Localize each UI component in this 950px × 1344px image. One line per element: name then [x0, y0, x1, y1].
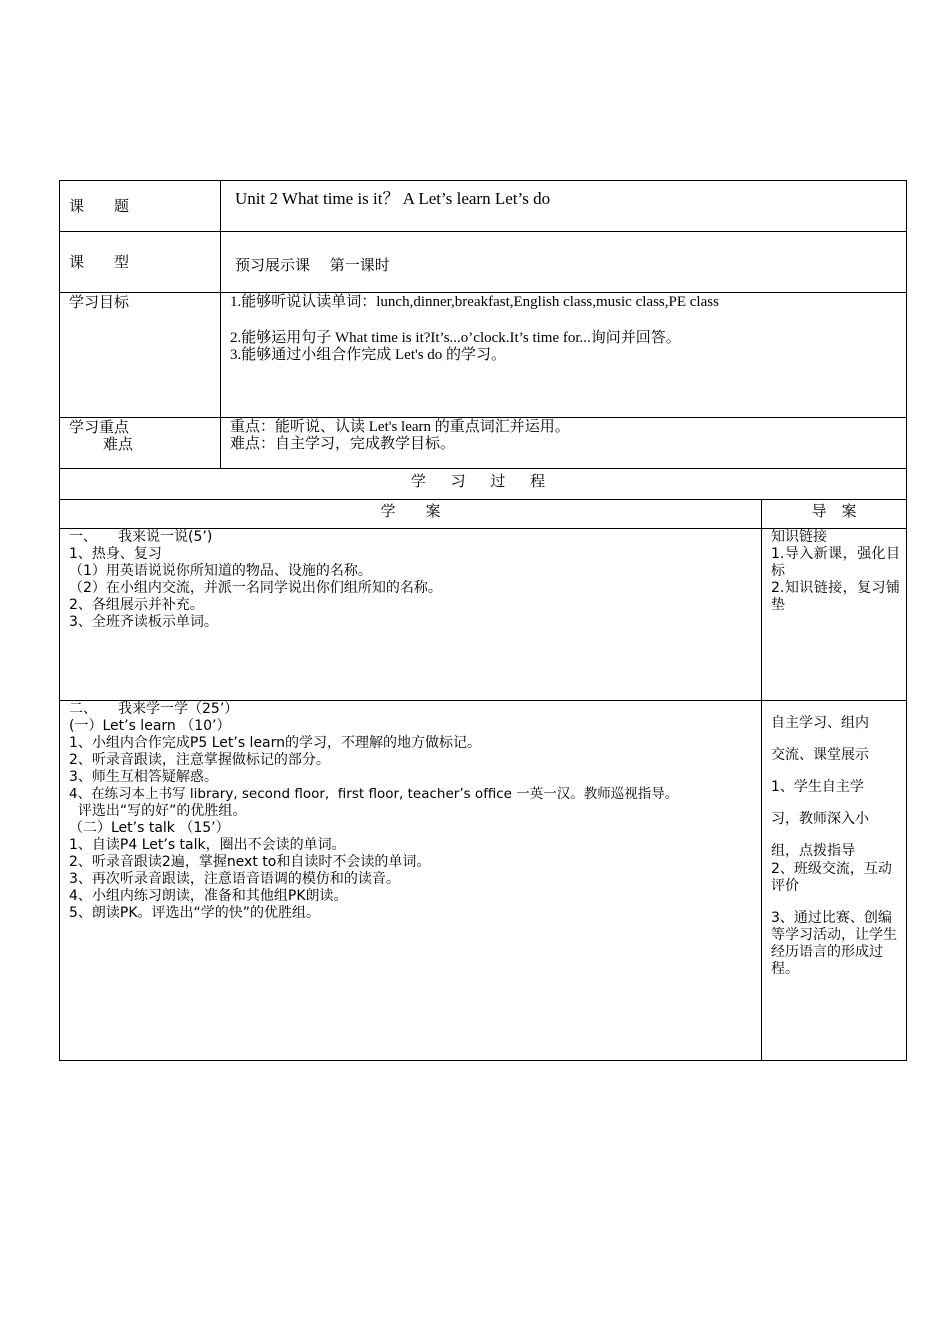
s1-line-3: （1）用英语说说你所知道的物品、设施的名称。 [69, 563, 372, 579]
process-heading: 学 习 过 程 [60, 469, 907, 500]
s2-line-13: 5、朗读PK。评选出“学的快”的优胜组。 [69, 905, 321, 921]
section2-guide [762, 701, 907, 1061]
s2-line-11: 3、再次听录音跟读，注意语音语调的模仿和的读音。 [69, 871, 400, 887]
s1-line-2: 1、热身、复习 [69, 546, 162, 562]
focus-difficult: 难点：自主学习，完成教学目标。 [230, 436, 456, 452]
s2-line-1: 二、 我来学一学（25’） [69, 701, 239, 717]
goals-cell [221, 293, 907, 418]
process-columns-row [60, 500, 907, 529]
type-label: 课 型 [60, 232, 221, 293]
s2-line-10: 2、听录音跟读2遍，掌握next to和自读时不会读的单词。 [69, 854, 431, 870]
focus-cell [221, 418, 907, 469]
s2-line-6: 4、在练习本上书写 library, second floor, first floor, teacher’s office 一英一汉。教师巡视指导。 [69, 786, 679, 802]
s1-guide-3: 2.知识链接，复习铺垫 [771, 580, 900, 613]
goal-item-2: 2.能够运用句子 What time is it?It’s...o’clock.It’s time for...询问并回答。 [230, 330, 681, 346]
col-heading-study: 学 案 [60, 500, 762, 529]
focus-label-line1: 学习重点 [69, 418, 130, 436]
focus-key: 重点：能听说、认读 Let's learn 的重点词汇并运用。 [230, 419, 570, 435]
focus-label-line2: 难点 [103, 435, 134, 453]
s2-guide-a4: 习，教师深入小 [771, 811, 869, 827]
s1-line-4: （2）在小组内交流，并派一名同学说出你们组所知的名称。 [69, 580, 442, 596]
section1-row [60, 529, 907, 701]
s2-guide-a5: 组，点拨指导 [771, 843, 855, 859]
section1-guide [762, 529, 907, 701]
topic-value: Unit 2 What time is it？ A Let’s learn Let’s do [221, 181, 907, 232]
focus-row [60, 418, 907, 469]
s1-line-6: 3、全班齐读板示单词。 [69, 614, 218, 630]
s2-line-9: 1、自读P4 Let’s talk，圈出不会读的单词。 [69, 837, 346, 853]
goals-row [60, 293, 907, 418]
s1-line-1: 一、 我来说一说(5’) [69, 529, 213, 545]
s2-line-7: 评选出“写的好”的优胜组。 [69, 803, 247, 819]
s2-guide-c1: 3、通过比赛、创编等学习活动，让学生经历语言的形成过程。 [771, 910, 897, 977]
goals-label: 学习目标 [60, 293, 221, 418]
type-value: 预习展示课 第一课时 [221, 232, 907, 293]
s1-guide-1: 知识链接 [771, 529, 827, 545]
s2-line-2: (一）Let’s learn （10’） [69, 718, 231, 734]
s2-line-3: 1、小组内合作完成P5 Let’s learn的学习，不理解的地方做标记。 [69, 735, 482, 751]
s2-guide-a1: 自主学习、组内 [771, 715, 869, 731]
lesson-plan-table [59, 180, 907, 1061]
goal-item-3: 3.能够通过小组合作完成 Let's do 的学习。 [230, 347, 507, 363]
col-heading-guide: 导 案 [762, 500, 907, 529]
focus-label [60, 418, 221, 469]
goal-item-1: 1.能够听说认读单词：lunch,dinner,breakfast,English class,music class,PE class [230, 294, 719, 310]
section2-row [60, 701, 907, 1061]
s2-line-5: 3、师生互相答疑解惑。 [69, 769, 218, 785]
s2-line-8: （二）Let’s talk （15’） [69, 820, 230, 836]
s2-line-4: 2、听录音跟读，注意掌握做标记的部分。 [69, 752, 330, 768]
section1-study [60, 529, 762, 701]
s2-line-12: 4、小组内练习朗读，准备和其他组PK朗读。 [69, 888, 348, 904]
process-heading-row [60, 469, 907, 500]
s1-line-5: 2、各组展示并补充。 [69, 597, 204, 613]
s2-guide-b1: 2、班级交流，互动评价 [771, 861, 892, 894]
type-row [60, 232, 907, 293]
s1-guide-2: 1.导入新课，强化目标 [771, 546, 900, 579]
topic-label: 课 题 [60, 181, 221, 232]
s2-guide-a3: 1、学生自主学 [771, 779, 864, 795]
s2-guide-a2: 交流、课堂展示 [771, 747, 869, 763]
topic-row [60, 181, 907, 232]
s2-guide-block-a [771, 707, 900, 867]
section2-study [60, 701, 762, 1061]
